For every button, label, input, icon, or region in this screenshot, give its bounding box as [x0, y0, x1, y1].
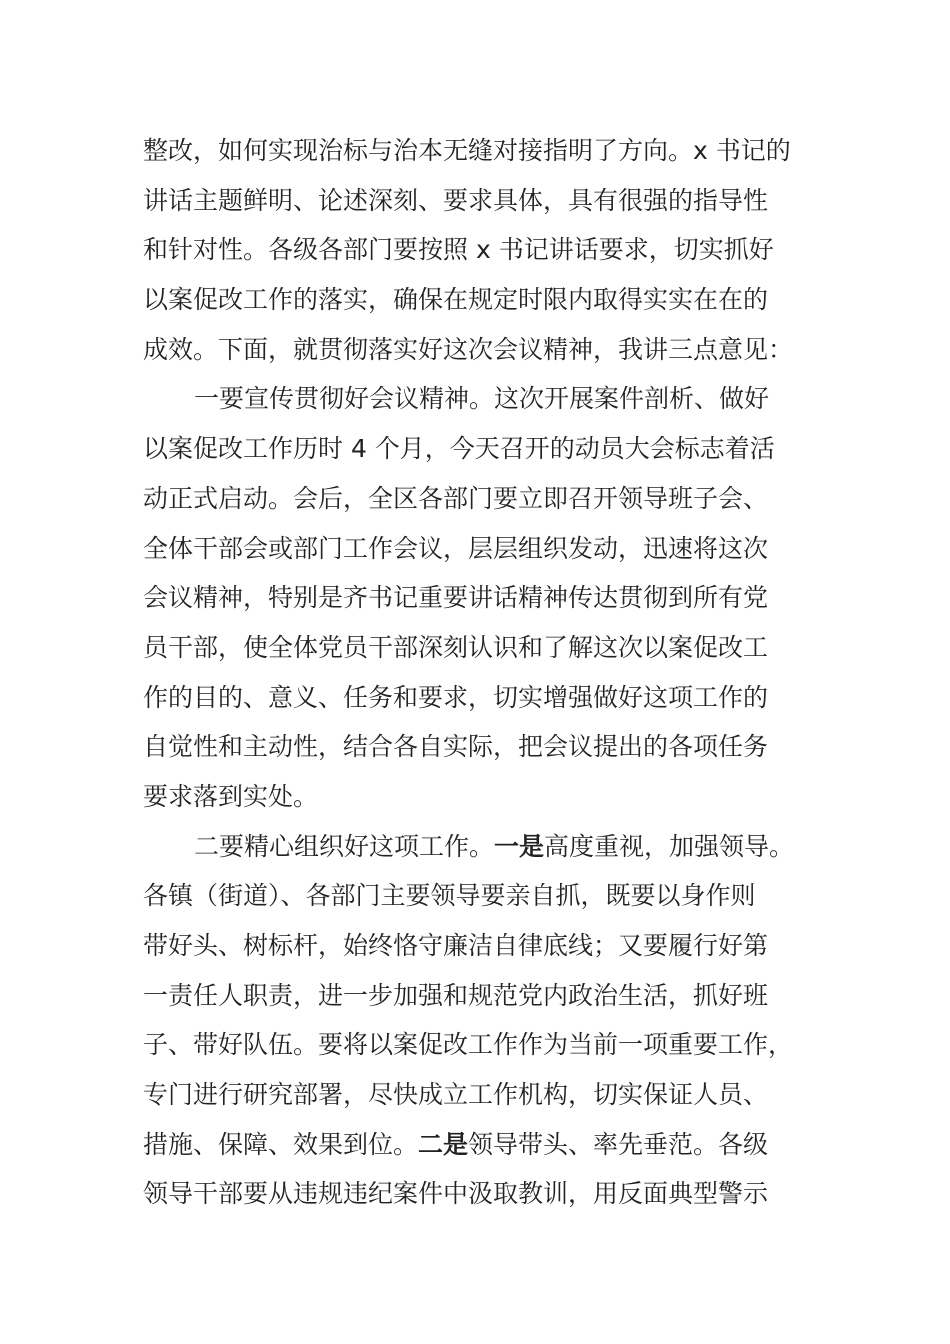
text-line: 动正式启动。会后，全区各部门要立即召开领导班子会、: [143, 483, 769, 513]
text-line: 专门进行研究部署，尽快成立工作机构，切实保证人员、: [143, 1080, 769, 1110]
text-line: 要求落到实处。: [143, 781, 319, 811]
text-line: 子、带好队伍。要将以案促改工作作为当前一项重要工作，: [143, 1030, 794, 1060]
text-line: 带好头、树标杆，始终恪守廉洁自律底线；又要履行好第: [143, 931, 769, 960]
text-segment: 二要精心组织好这项工作。: [194, 831, 495, 861]
text-line: 和针对性。各级各部门要按照 x 书记讲话要求，切实抓好: [143, 235, 774, 265]
text-line: 作的目的、意义、任务和要求，切实增强做好这项工作的: [143, 682, 769, 712]
text-segment: 领导带头、率先垂范。各级: [468, 1129, 769, 1159]
text-line: 以案促改工作的落实，确保在规定时限内取得实实在在的: [143, 285, 769, 315]
paragraph-start-line: [143, 822, 808, 872]
bold-marker: 二是: [418, 1129, 469, 1159]
text-line: 一责任人职责，进一步加强和规范党内政治生活，抓好班: [143, 980, 769, 1010]
text-line: 成效。下面，就贯彻落实好这次会议精神，我讲三点意见：: [143, 334, 794, 364]
text-line: 会议精神，特别是齐书记重要讲话精神传达贯彻到所有党: [143, 583, 769, 613]
text-line: [143, 1120, 808, 1170]
text-line: 员干部，使全体党员干部深刻认识和了解这次以案促改工: [143, 632, 769, 662]
text-line: 自觉性和主动性，结合各自实际，把会议提出的各项任务: [143, 732, 769, 762]
text-line: 全体干部会或部门工作会议，层层组织发动，迅速将这次: [143, 533, 769, 563]
text-line: 以案促改工作历时 4 个月，今天召开的动员大会标志着活: [143, 434, 775, 464]
text-line: 讲话主题鲜明、论述深刻、要求具体，具有很强的指导性: [143, 185, 769, 215]
text-line: 领导干部要从违规违纪案件中汲取教训，用反面典型警示: [143, 1179, 769, 1209]
bold-marker: 一是: [494, 831, 545, 861]
body-text: [143, 126, 808, 1219]
text-segment: 措施、保障、效果到位。: [143, 1129, 419, 1159]
text-segment: 高度重视，加强领导。: [544, 831, 795, 861]
paragraph-start-line: 一要宣传贯彻好会议精神。这次开展案件剖析、做好: [194, 384, 770, 414]
text-line: 整改，如何实现治标与治本无缝对接指明了方向。x 书记的: [143, 136, 791, 165]
text-line: 各镇（街道）、各部门主要领导要亲自抓，既要以身作则: [143, 881, 756, 911]
